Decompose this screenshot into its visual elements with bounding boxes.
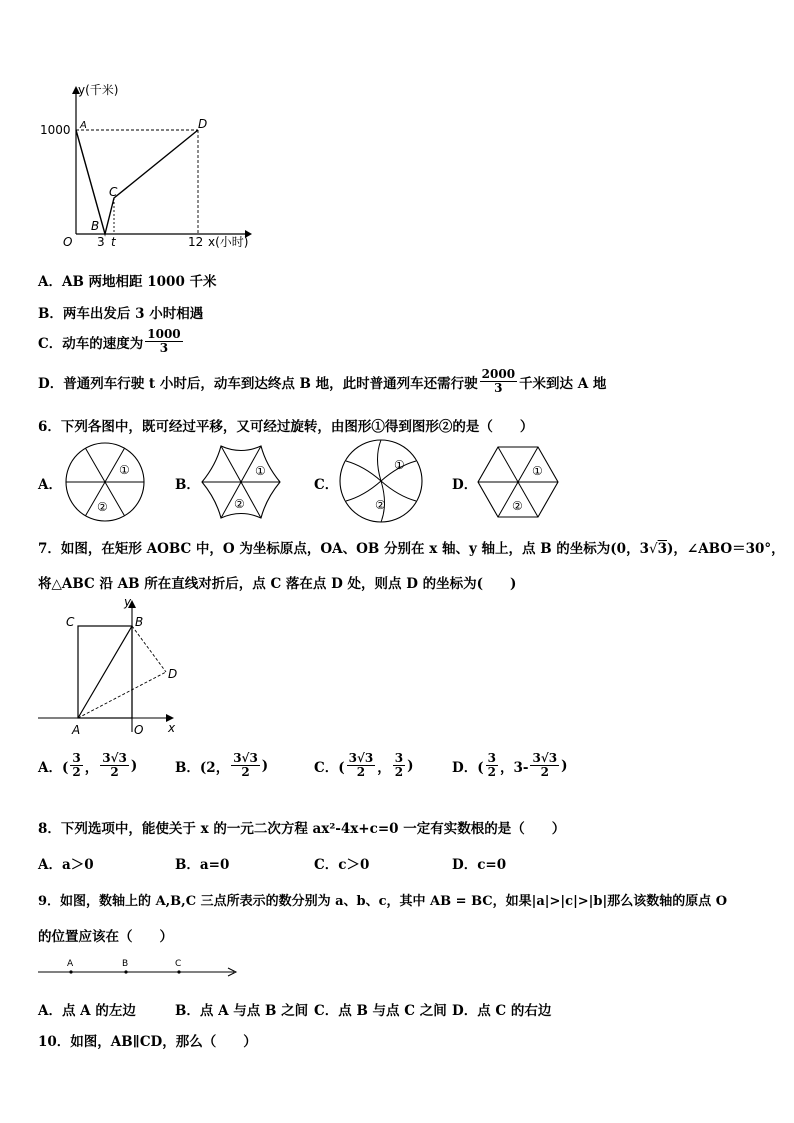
q7-label-y: y	[124, 595, 132, 609]
q5-point-d: D	[198, 117, 208, 131]
q5-x-tick-3: 3	[97, 235, 105, 249]
q7-c-den1: 2	[356, 765, 366, 780]
q5-distance-time-graph	[30, 80, 270, 255]
q7-b-den: 2	[241, 765, 250, 780]
q6-figure-c	[338, 438, 424, 524]
q7-a-num2: 3√3	[102, 751, 127, 765]
q7-option-c	[314, 752, 413, 779]
q7-a-den1: 2	[72, 765, 81, 780]
q7-c-comma: ，	[377, 759, 391, 776]
q7-a-num1: 3	[72, 751, 81, 765]
q5-option-d-suffix: 千米到达 A 地	[519, 375, 607, 392]
q5-d-denominator: 3	[494, 381, 503, 396]
q9-point-a: A	[67, 959, 74, 969]
q6-d-mark-1: ①	[532, 464, 543, 478]
q5-origin-label: O	[63, 235, 73, 249]
q7-stem-line2: 将△ABC 沿 AB 所在直线对折后，点 C 落在点 D 处，则点 D 的坐标为( )	[38, 576, 517, 592]
q7-label-c: C	[66, 615, 75, 629]
q6-c-mark-1: ①	[394, 458, 405, 472]
q6-figure-b	[198, 441, 284, 523]
q7-d-den1: 2	[487, 765, 496, 780]
q7-a-frac1	[70, 752, 82, 779]
q6-figure-d	[475, 443, 561, 521]
q6-a-mark-1: ①	[119, 463, 130, 477]
q7-rectangle-figure	[34, 592, 194, 742]
q5-c-denominator: 3	[159, 341, 169, 356]
q7-d-frac2	[530, 752, 559, 779]
q7-label-x: x	[168, 721, 176, 735]
q9-point-b: B	[122, 959, 129, 969]
q6-a-mark-2: ②	[97, 500, 108, 514]
q8-option-a: A．a＞0	[38, 857, 94, 873]
q7-stem-part1: 7．如图，在矩形 AOBC 中，O 为坐标原点，OA、OB 分别在 x 轴、y 轴上，点 B 的坐标为(0，3	[38, 541, 649, 557]
q8-option-d: D．c=0	[452, 857, 507, 873]
q7-d-mid: ，3-	[499, 759, 529, 776]
q7-sqrt-radical: √	[648, 541, 658, 557]
q6-label-b: B．	[175, 477, 200, 493]
q5-x-axis-label: x(小时)	[208, 235, 249, 249]
q7-d-close: )	[561, 757, 568, 774]
q8-option-c: C．c＞0	[314, 857, 370, 873]
q5-y-axis-label: y(千米)	[78, 83, 119, 97]
q6-figure-a	[62, 441, 148, 523]
q7-c-label: C．(	[314, 759, 345, 776]
q7-b-num: 3√3	[233, 751, 258, 765]
q7-stem-line1	[38, 537, 785, 557]
q5-option-c-text: C．动车的速度为	[38, 335, 144, 352]
q9-option-c: C．点 B 与点 C 之间	[314, 1003, 447, 1019]
q5-point-c: C	[109, 185, 118, 199]
q9-stem-line2: 的位置应该在（ ）	[38, 929, 173, 945]
q5-option-d-fraction	[480, 368, 517, 395]
q7-d-num2: 3√3	[532, 751, 558, 765]
q7-stem-part2: )，∠ABO＝30°，	[667, 541, 785, 557]
q6-b-mark-2: ②	[234, 497, 245, 511]
q5-x-tick-12: 12	[188, 235, 204, 249]
q7-option-a	[38, 752, 137, 779]
q9-stem-line1: 9．如图，数轴上的 A,B,C 三点所表示的数分别为 a、b、c，其中 AB = BC，如果|a|>|c|>|b|那么该数轴的原点 O	[38, 894, 728, 909]
q6-stem: 6．下列各图中，既可经过平移，又可经过旋转，由图形①得到图形②的是（ ）	[38, 419, 534, 435]
q10-stem: 10．如图，AB∥CD，那么（ ）	[38, 1034, 257, 1050]
q7-c-close: )	[407, 757, 414, 774]
q7-label-d: D	[168, 667, 178, 681]
q7-d-num1: 3	[487, 751, 496, 765]
q7-a-comma: ，	[84, 759, 99, 776]
q7-label-b: B	[135, 615, 144, 629]
q7-label-o: O	[134, 723, 144, 737]
q7-d-label: D．(	[452, 759, 484, 776]
q7-option-d	[452, 752, 567, 779]
q7-d-den2: 2	[540, 765, 549, 780]
q7-d-frac1	[486, 752, 498, 779]
q7-b-frac	[231, 752, 260, 779]
q5-option-a: A．AB 两地相距 1000 千米	[38, 274, 217, 290]
q5-option-d-text: D．普通列车行驶 t 小时后，动车到达终点 B 地，此时普通列车还需行驶	[38, 375, 478, 392]
q7-b-close: )	[261, 757, 269, 774]
q7-c-den2: 2	[394, 765, 404, 780]
q5-d-numerator: 2000	[481, 367, 516, 381]
q5-option-c	[38, 328, 185, 355]
q9-number-line	[36, 956, 242, 980]
q5-y-tick-1000: 1000	[40, 123, 71, 137]
q7-label-a: A	[72, 723, 81, 737]
q6-label-a: A．	[38, 477, 62, 493]
q6-b-mark-1: ①	[255, 464, 266, 478]
q8-option-b: B．a=0	[175, 857, 230, 873]
q6-label-c: C．	[314, 477, 339, 493]
q7-a-den2: 2	[110, 765, 119, 780]
q6-label-d: D．	[452, 477, 478, 493]
q5-option-d	[38, 368, 606, 395]
q7-sqrt-value: 3	[657, 541, 667, 557]
q7-a-label: A．(	[38, 759, 69, 776]
q9-option-d: D．点 C 的右边	[452, 1003, 552, 1019]
q7-a-close: )	[130, 757, 138, 774]
q6-c-mark-2: ②	[375, 498, 386, 512]
q6-d-mark-2: ②	[512, 499, 523, 513]
q9-point-c: C	[175, 959, 182, 969]
q7-option-b	[175, 752, 268, 779]
q7-c-frac1	[347, 752, 376, 779]
q5-point-b: B	[91, 219, 100, 233]
q9-option-a: A．点 A 的左边	[38, 1003, 136, 1019]
q5-x-tick-t: t	[111, 235, 116, 249]
q7-b-label: B．(2，	[175, 759, 230, 776]
q7-c-num2: 3	[394, 751, 404, 765]
q7-a-frac2	[100, 752, 129, 779]
q7-c-num1: 3√3	[348, 751, 374, 765]
q5-option-b: B．两车出发后 3 小时相遇	[38, 306, 204, 322]
q5-option-c-fraction	[145, 328, 182, 355]
q8-stem: 8．下列选项中，能使关于 x 的一元二次方程 ax²-4x+c=0 一定有实数根的是（ ）	[38, 821, 566, 837]
q7-c-frac2	[393, 752, 405, 779]
q5-point-a: A	[80, 120, 87, 131]
q9-option-b: B．点 A 与点 B 之间	[175, 1003, 309, 1019]
q5-c-numerator: 1000	[147, 327, 181, 341]
